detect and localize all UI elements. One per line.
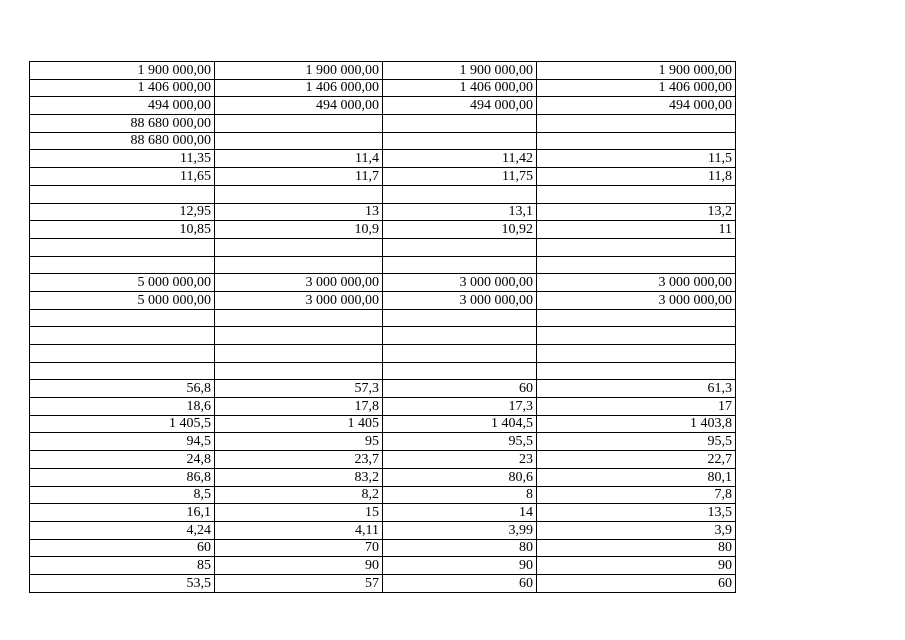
table-cell: 3,99 [383, 521, 537, 539]
table-cell [30, 362, 215, 380]
table-cell [215, 345, 383, 363]
table-cell: 90 [383, 557, 537, 575]
table-cell [30, 238, 215, 256]
table-cell: 61,3 [537, 380, 736, 398]
table-cell: 5 000 000,00 [30, 274, 215, 292]
table-cell: 1 405,5 [30, 415, 215, 433]
table-cell [215, 132, 383, 150]
table-cell [215, 327, 383, 345]
table-cell [383, 327, 537, 345]
table-row [30, 309, 736, 327]
data-table-body [30, 62, 736, 593]
table-cell: 1 406 000,00 [215, 79, 383, 97]
table-cell: 494 000,00 [383, 97, 537, 115]
table-cell: 3 000 000,00 [537, 291, 736, 309]
table-cell [383, 345, 537, 363]
table-cell: 1 900 000,00 [537, 62, 736, 80]
table-cell: 1 406 000,00 [30, 79, 215, 97]
table-row [30, 521, 736, 539]
table-row [30, 150, 736, 168]
table-cell [383, 362, 537, 380]
table-row [30, 238, 736, 256]
table-cell: 1 404,5 [383, 415, 537, 433]
table-cell [537, 309, 736, 327]
table-row [30, 221, 736, 239]
table-cell: 57 [215, 574, 383, 592]
table-row [30, 345, 736, 363]
table-cell: 16,1 [30, 504, 215, 522]
table-cell: 80,6 [383, 468, 537, 486]
table-cell [30, 345, 215, 363]
table-cell [215, 185, 383, 203]
table-cell: 60 [383, 380, 537, 398]
table-cell: 14 [383, 504, 537, 522]
table-cell: 11,65 [30, 168, 215, 186]
table-cell: 10,9 [215, 221, 383, 239]
table-cell: 80 [537, 539, 736, 557]
table-cell: 13 [215, 203, 383, 221]
table-cell: 88 680 000,00 [30, 115, 215, 133]
table-cell: 11,7 [215, 168, 383, 186]
table-cell [537, 256, 736, 274]
table-cell: 10,85 [30, 221, 215, 239]
table-row [30, 132, 736, 150]
table-cell: 17 [537, 398, 736, 416]
table-cell [383, 238, 537, 256]
table-cell [537, 185, 736, 203]
table-cell: 94,5 [30, 433, 215, 451]
table-cell [215, 362, 383, 380]
table-cell: 88 680 000,00 [30, 132, 215, 150]
table-cell: 80 [383, 539, 537, 557]
table-cell [537, 327, 736, 345]
table-cell: 3 000 000,00 [383, 274, 537, 292]
table-cell: 1 406 000,00 [537, 79, 736, 97]
table-cell: 5 000 000,00 [30, 291, 215, 309]
table-cell [537, 115, 736, 133]
table-cell: 3 000 000,00 [537, 274, 736, 292]
table-cell: 24,8 [30, 451, 215, 469]
table-cell: 11,4 [215, 150, 383, 168]
table-cell [215, 238, 383, 256]
table-cell: 11,5 [537, 150, 736, 168]
table-row [30, 451, 736, 469]
table-cell [383, 256, 537, 274]
table-cell: 3,9 [537, 521, 736, 539]
table-cell: 60 [537, 574, 736, 592]
table-cell [383, 132, 537, 150]
table-cell: 3 000 000,00 [215, 274, 383, 292]
table-cell: 12,95 [30, 203, 215, 221]
table-row [30, 433, 736, 451]
table-cell: 90 [537, 557, 736, 575]
table-row [30, 574, 736, 592]
table-cell: 1 405 [215, 415, 383, 433]
table-row [30, 504, 736, 522]
table-row [30, 362, 736, 380]
table-cell: 60 [30, 539, 215, 557]
table-row [30, 468, 736, 486]
table-cell: 53,5 [30, 574, 215, 592]
table-row [30, 539, 736, 557]
table-row [30, 327, 736, 345]
table-cell [537, 132, 736, 150]
table-cell: 494 000,00 [30, 97, 215, 115]
table-cell: 11,42 [383, 150, 537, 168]
table-cell: 1 403,8 [537, 415, 736, 433]
table-cell: 90 [215, 557, 383, 575]
table-row [30, 79, 736, 97]
table-row [30, 97, 736, 115]
table-cell [537, 345, 736, 363]
table-cell: 1 900 000,00 [383, 62, 537, 80]
table-row [30, 168, 736, 186]
table-cell: 60 [383, 574, 537, 592]
table-cell: 56,8 [30, 380, 215, 398]
table-cell: 22,7 [537, 451, 736, 469]
table-cell: 23 [383, 451, 537, 469]
table-cell: 11,35 [30, 150, 215, 168]
table-cell: 10,92 [383, 221, 537, 239]
table-row [30, 185, 736, 203]
table-row [30, 274, 736, 292]
table-cell: 4,11 [215, 521, 383, 539]
table-cell: 13,1 [383, 203, 537, 221]
table-cell: 7,8 [537, 486, 736, 504]
table-cell [30, 256, 215, 274]
table-cell: 11,75 [383, 168, 537, 186]
table-cell: 23,7 [215, 451, 383, 469]
table-cell [30, 185, 215, 203]
table-cell: 8,5 [30, 486, 215, 504]
table-cell: 17,8 [215, 398, 383, 416]
table-row [30, 398, 736, 416]
table-cell [30, 309, 215, 327]
table-cell: 13,5 [537, 504, 736, 522]
table-row [30, 486, 736, 504]
table-cell [215, 309, 383, 327]
table-cell: 80,1 [537, 468, 736, 486]
table-cell: 57,3 [215, 380, 383, 398]
table-row [30, 291, 736, 309]
table-cell: 494 000,00 [215, 97, 383, 115]
table-row [30, 256, 736, 274]
table-cell: 95,5 [537, 433, 736, 451]
table-cell: 1 900 000,00 [215, 62, 383, 80]
table-cell: 95 [215, 433, 383, 451]
table-cell: 13,2 [537, 203, 736, 221]
table-cell: 15 [215, 504, 383, 522]
table-row [30, 115, 736, 133]
table-cell: 18,6 [30, 398, 215, 416]
table-cell: 3 000 000,00 [383, 291, 537, 309]
table-cell [215, 115, 383, 133]
table-cell [537, 238, 736, 256]
table-cell [383, 185, 537, 203]
table-cell: 8 [383, 486, 537, 504]
table-cell: 494 000,00 [537, 97, 736, 115]
table-row [30, 415, 736, 433]
table-cell: 86,8 [30, 468, 215, 486]
table-row [30, 557, 736, 575]
table-cell [30, 327, 215, 345]
data-table [29, 61, 736, 593]
table-cell: 4,24 [30, 521, 215, 539]
table-cell [383, 309, 537, 327]
table-cell: 17,3 [383, 398, 537, 416]
table-cell: 85 [30, 557, 215, 575]
table-cell [215, 256, 383, 274]
table-cell: 1 406 000,00 [383, 79, 537, 97]
table-row [30, 380, 736, 398]
table-cell: 1 900 000,00 [30, 62, 215, 80]
table-cell [537, 362, 736, 380]
table-cell: 8,2 [215, 486, 383, 504]
table-cell: 11 [537, 221, 736, 239]
table-row [30, 203, 736, 221]
table-cell: 3 000 000,00 [215, 291, 383, 309]
table-row [30, 62, 736, 80]
table-cell: 11,8 [537, 168, 736, 186]
table-cell: 70 [215, 539, 383, 557]
table-cell: 83,2 [215, 468, 383, 486]
table-cell [383, 115, 537, 133]
table-cell: 95,5 [383, 433, 537, 451]
